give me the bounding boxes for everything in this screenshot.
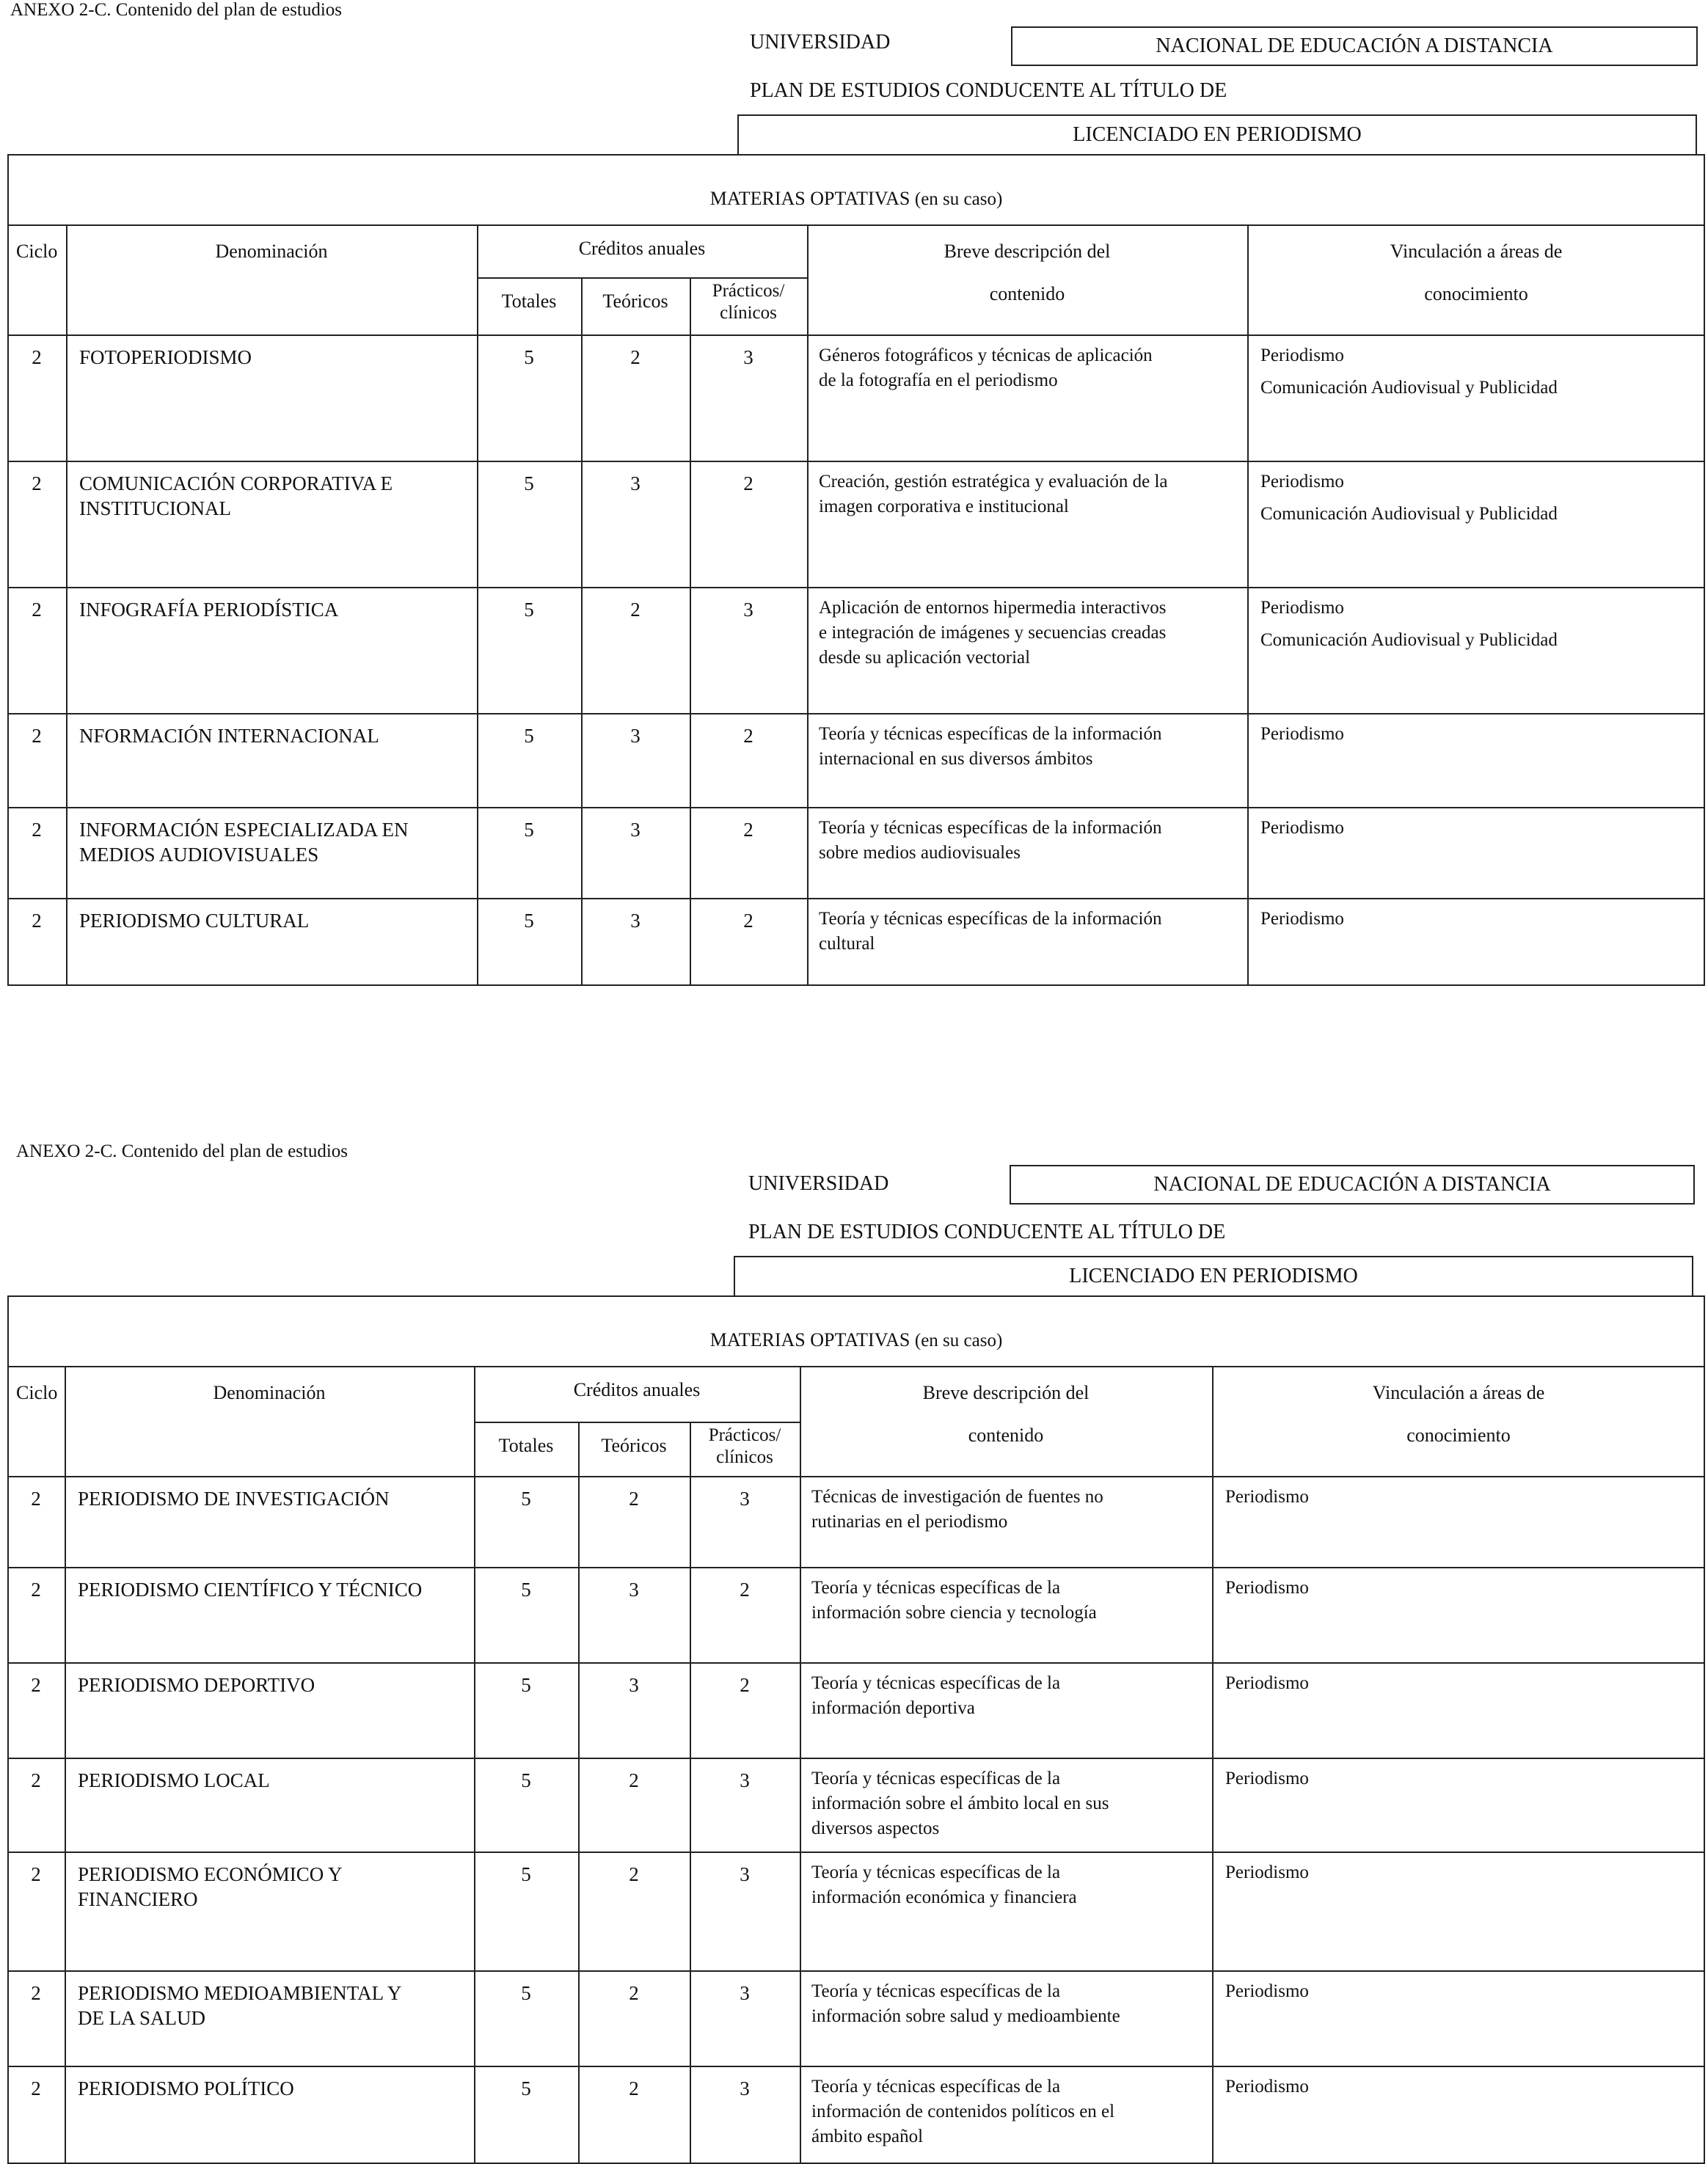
grid-line xyxy=(66,224,67,986)
header-practicos: Prácticos/ xyxy=(712,281,785,301)
grid-line xyxy=(7,713,1705,714)
row-descripcion: Teoría y técnicas específicas de la xyxy=(811,2077,1061,2097)
row-area: Comunicación Audiovisual y Publicidad xyxy=(1260,504,1558,524)
header-creditos: Créditos anuales xyxy=(578,238,706,259)
grid-line xyxy=(7,1567,1705,1568)
row-descripcion: imagen corporativa e institucional xyxy=(819,497,1069,516)
header-clinicos: clínicos xyxy=(720,303,777,323)
row-ciclo: 2 xyxy=(31,1488,41,1510)
row-totales: 5 xyxy=(524,819,534,841)
row-denominacion: PERIODISMO CIENTÍFICO Y TÉCNICO xyxy=(78,1579,423,1601)
row-ciclo: 2 xyxy=(32,599,42,621)
grid-line xyxy=(7,1662,1705,1664)
row-denominacion: PERIODISMO LOCAL xyxy=(78,1769,270,1791)
row-descripcion: rutinarias en el periodismo xyxy=(811,1512,1008,1532)
header-teoricos: Teóricos xyxy=(601,1435,667,1456)
row-descripcion: sobre medios audiovisuales xyxy=(819,843,1021,863)
row-area: Periodismo xyxy=(1260,346,1344,365)
row-practicos: 2 xyxy=(740,1579,750,1601)
row-ciclo: 2 xyxy=(31,2077,41,2099)
grid-line xyxy=(7,587,1705,588)
row-descripcion: Creación, gestión estratégica y evaluación de la xyxy=(819,472,1168,491)
header-descripcion-2: contenido xyxy=(968,1425,1044,1446)
university-label: UNIVERSIDAD xyxy=(750,31,891,54)
grid-line xyxy=(474,1422,800,1423)
row-practicos: 2 xyxy=(743,725,753,747)
row-area: Comunicación Audiovisual y Publicidad xyxy=(1260,378,1558,398)
grid-line xyxy=(807,224,809,986)
row-practicos: 3 xyxy=(740,2077,750,2099)
row-descripcion: Teoría y técnicas específicas de la xyxy=(811,1578,1061,1598)
header-totales: Totales xyxy=(501,290,557,312)
row-ciclo: 2 xyxy=(32,910,42,932)
row-practicos: 2 xyxy=(740,1674,750,1696)
row-totales: 5 xyxy=(521,1674,531,1696)
row-descripcion: Teoría y técnicas específicas de la xyxy=(811,1981,1061,2001)
row-teoricos: 3 xyxy=(630,910,640,932)
grid-line xyxy=(7,807,1705,808)
grid-line xyxy=(1212,1366,1214,2164)
row-teoricos: 2 xyxy=(629,1769,639,1791)
university-name: NACIONAL DE EDUCACIÓN A DISTANCIA xyxy=(1156,34,1553,57)
row-practicos: 3 xyxy=(743,599,753,621)
row-descripcion: diversos aspectos xyxy=(811,1818,940,1838)
header-clinicos: clínicos xyxy=(716,1447,773,1467)
grid-line xyxy=(7,898,1705,899)
row-area: Periodismo xyxy=(1225,1487,1309,1507)
row-descripcion: Teoría y técnicas específicas de la xyxy=(811,1673,1061,1693)
header-teoricos: Teóricos xyxy=(602,290,668,312)
header-descripcion: Breve descripción del xyxy=(922,1382,1090,1403)
grid-line xyxy=(1247,224,1249,986)
row-area: Periodismo xyxy=(1260,598,1344,618)
row-totales: 5 xyxy=(521,1488,531,1510)
row-ciclo: 2 xyxy=(31,1863,41,1885)
row-practicos: 2 xyxy=(743,910,753,932)
header-vinculacion: Vinculación a áreas de xyxy=(1372,1382,1545,1403)
grid-line xyxy=(581,277,583,986)
annex-heading: ANEXO 2-C. Contenido del plan de estudios xyxy=(10,0,343,20)
row-ciclo: 2 xyxy=(32,819,42,841)
row-area: Periodismo xyxy=(1260,909,1344,929)
row-practicos: 3 xyxy=(740,1982,750,2004)
row-teoricos: 2 xyxy=(629,1982,639,2004)
degree-title: LICENCIADO EN PERIODISMO xyxy=(1069,1265,1358,1287)
row-descripcion: Teoría y técnicas específicas de la información xyxy=(819,724,1162,744)
grid-line xyxy=(7,1970,1705,1972)
annex-heading: ANEXO 2-C. Contenido del plan de estudios xyxy=(16,1141,348,1161)
row-totales: 5 xyxy=(521,2077,531,2099)
header-denominacion: Denominación xyxy=(215,241,328,262)
row-teoricos: 2 xyxy=(630,346,640,368)
university-label: UNIVERSIDAD xyxy=(748,1172,889,1195)
row-practicos: 2 xyxy=(743,472,753,494)
table-title xyxy=(7,1328,1705,1353)
row-area: Periodismo xyxy=(1225,1981,1309,2001)
row-area: Periodismo xyxy=(1260,472,1344,491)
table-title-text: MATERIAS OPTATIVAS xyxy=(709,188,910,209)
row-totales: 5 xyxy=(524,599,534,621)
grid-line xyxy=(65,1366,66,2164)
grid-line xyxy=(7,1366,1705,1367)
table-title xyxy=(7,186,1705,211)
row-descripcion: Aplicación de entornos hipermedia interactivos xyxy=(819,598,1167,618)
plan-label: PLAN DE ESTUDIOS CONDUCENTE AL TÍTULO DE xyxy=(750,79,1227,102)
row-denominacion: MEDIOS AUDIOVISUALES xyxy=(79,844,319,866)
row-descripcion: ámbito español xyxy=(811,2127,924,2146)
row-teoricos: 3 xyxy=(630,819,640,841)
row-denominacion: INSTITUCIONAL xyxy=(79,497,231,519)
row-descripcion: información de contenidos políticos en el xyxy=(811,2102,1115,2121)
grid-line xyxy=(7,461,1705,462)
row-descripcion: información sobre ciencia y tecnología xyxy=(811,1603,1097,1623)
row-ciclo: 2 xyxy=(31,1674,41,1696)
row-area: Periodismo xyxy=(1260,818,1344,838)
grid-line xyxy=(690,277,691,986)
grid-line xyxy=(578,1422,580,2164)
row-descripcion: de la fotografía en el periodismo xyxy=(819,370,1058,390)
header-vinculacion: Vinculación a áreas de xyxy=(1390,241,1563,262)
grid-line xyxy=(7,335,1705,336)
row-area: Periodismo xyxy=(1225,2077,1309,2097)
row-descripcion: información sobre el ámbito local en sus xyxy=(811,1794,1109,1813)
row-descripcion: desde su aplicación vectorial xyxy=(819,648,1031,668)
row-denominacion: PERIODISMO DE INVESTIGACIÓN xyxy=(78,1488,390,1510)
plan-label: PLAN DE ESTUDIOS CONDUCENTE AL TÍTULO DE xyxy=(748,1221,1226,1243)
row-ciclo: 2 xyxy=(32,472,42,494)
header-ciclo: Ciclo xyxy=(16,1382,58,1403)
row-denominacion: INFOGRAFÍA PERIODÍSTICA xyxy=(79,599,339,621)
row-teoricos: 2 xyxy=(629,2077,639,2099)
university-name: NACIONAL DE EDUCACIÓN A DISTANCIA xyxy=(1153,1173,1551,1196)
row-ciclo: 2 xyxy=(31,1579,41,1601)
row-teoricos: 3 xyxy=(630,725,640,747)
row-descripcion: internacional en sus diversos ámbitos xyxy=(819,749,1093,769)
row-area: Periodismo xyxy=(1225,1673,1309,1693)
row-descripcion: información sobre salud y medioambiente xyxy=(811,2006,1120,2026)
grid-line xyxy=(7,1758,1705,1759)
row-totales: 5 xyxy=(521,1769,531,1791)
row-totales: 5 xyxy=(524,725,534,747)
degree-title-box xyxy=(737,114,1697,154)
row-ciclo: 2 xyxy=(31,1769,41,1791)
degree-title-box xyxy=(734,1256,1693,1295)
row-practicos: 3 xyxy=(740,1863,750,1885)
header-totales: Totales xyxy=(498,1435,554,1456)
row-totales: 5 xyxy=(524,346,534,368)
grid-line xyxy=(7,224,1705,226)
row-totales: 5 xyxy=(524,472,534,494)
header-descripcion-2: contenido xyxy=(989,283,1065,304)
row-practicos: 3 xyxy=(743,346,753,368)
row-totales: 5 xyxy=(521,1982,531,2004)
row-descripcion: información económica y financiera xyxy=(811,1887,1077,1907)
row-ciclo: 2 xyxy=(32,346,42,368)
header-vinculacion-2: conocimiento xyxy=(1406,1425,1511,1446)
row-descripcion: cultural xyxy=(819,934,875,954)
header-descripcion: Breve descripción del xyxy=(944,241,1111,262)
row-denominacion: COMUNICACIÓN CORPORATIVA E xyxy=(79,472,393,494)
row-area: Periodismo xyxy=(1225,1769,1309,1788)
header-practicos: Prácticos/ xyxy=(708,1425,781,1445)
row-area: Periodismo xyxy=(1260,724,1344,744)
row-area: Periodismo xyxy=(1225,1863,1309,1882)
row-teoricos: 3 xyxy=(630,472,640,494)
header-ciclo: Ciclo xyxy=(16,241,58,262)
row-practicos: 2 xyxy=(743,819,753,841)
row-descripcion: Teoría y técnicas específicas de la xyxy=(811,1769,1061,1788)
university-name-box xyxy=(1010,1165,1695,1205)
row-totales: 5 xyxy=(524,910,534,932)
row-denominacion: PERIODISMO DEPORTIVO xyxy=(78,1674,315,1696)
grid-line xyxy=(7,1476,1705,1477)
row-denominacion: FOTOPERIODISMO xyxy=(79,346,252,368)
header-vinculacion-2: conocimiento xyxy=(1424,283,1528,304)
row-descripcion: Géneros fotográficos y técnicas de aplicación xyxy=(819,346,1153,365)
grid-line xyxy=(7,1852,1705,1853)
header-creditos: Créditos anuales xyxy=(573,1379,701,1400)
grid-line xyxy=(477,277,807,279)
table-title-note: (en su caso) xyxy=(914,189,1003,209)
row-totales: 5 xyxy=(521,1863,531,1885)
row-denominacion: PERIODISMO POLÍTICO xyxy=(78,2077,294,2099)
row-denominacion: FINANCIERO xyxy=(78,1888,198,1910)
row-descripcion: e integración de imágenes y secuencias creadas xyxy=(819,623,1167,643)
row-descripcion: Técnicas de investigación de fuentes no xyxy=(811,1487,1103,1507)
header-denominacion: Denominación xyxy=(213,1382,326,1403)
row-teoricos: 2 xyxy=(630,599,640,621)
row-teoricos: 3 xyxy=(629,1579,639,1601)
row-denominacion: PERIODISMO ECONÓMICO Y xyxy=(78,1863,343,1885)
row-descripcion: Teoría y técnicas específicas de la información xyxy=(819,818,1162,838)
row-teoricos: 3 xyxy=(629,1674,639,1696)
row-denominacion: PERIODISMO CULTURAL xyxy=(79,910,310,932)
row-area: Comunicación Audiovisual y Publicidad xyxy=(1260,630,1558,650)
grid-line xyxy=(800,1366,801,2164)
table-title-text: MATERIAS OPTATIVAS xyxy=(709,1329,910,1350)
row-area: Periodismo xyxy=(1225,1578,1309,1598)
row-practicos: 3 xyxy=(740,1769,750,1791)
grid-line xyxy=(7,2066,1705,2067)
row-ciclo: 2 xyxy=(32,725,42,747)
row-teoricos: 2 xyxy=(629,1863,639,1885)
row-totales: 5 xyxy=(521,1579,531,1601)
university-name-box xyxy=(1011,26,1698,66)
row-denominacion: DE LA SALUD xyxy=(78,2007,205,2029)
table-title-note: (en su caso) xyxy=(914,1331,1003,1350)
row-ciclo: 2 xyxy=(31,1982,41,2004)
row-descripcion: Teoría y técnicas específicas de la información xyxy=(819,909,1162,929)
row-descripcion: información deportiva xyxy=(811,1698,975,1718)
row-denominacion: NFORMACIÓN INTERNACIONAL xyxy=(79,725,379,747)
row-descripcion: Teoría y técnicas específicas de la xyxy=(811,1863,1061,1882)
row-denominacion: PERIODISMO MEDIOAMBIENTAL Y xyxy=(78,1982,402,2004)
grid-line xyxy=(690,1422,691,2164)
row-practicos: 3 xyxy=(740,1488,750,1510)
degree-title: LICENCIADO EN PERIODISMO xyxy=(1073,123,1362,146)
row-teoricos: 2 xyxy=(629,1488,639,1510)
row-denominacion: INFORMACIÓN ESPECIALIZADA EN xyxy=(79,819,409,841)
